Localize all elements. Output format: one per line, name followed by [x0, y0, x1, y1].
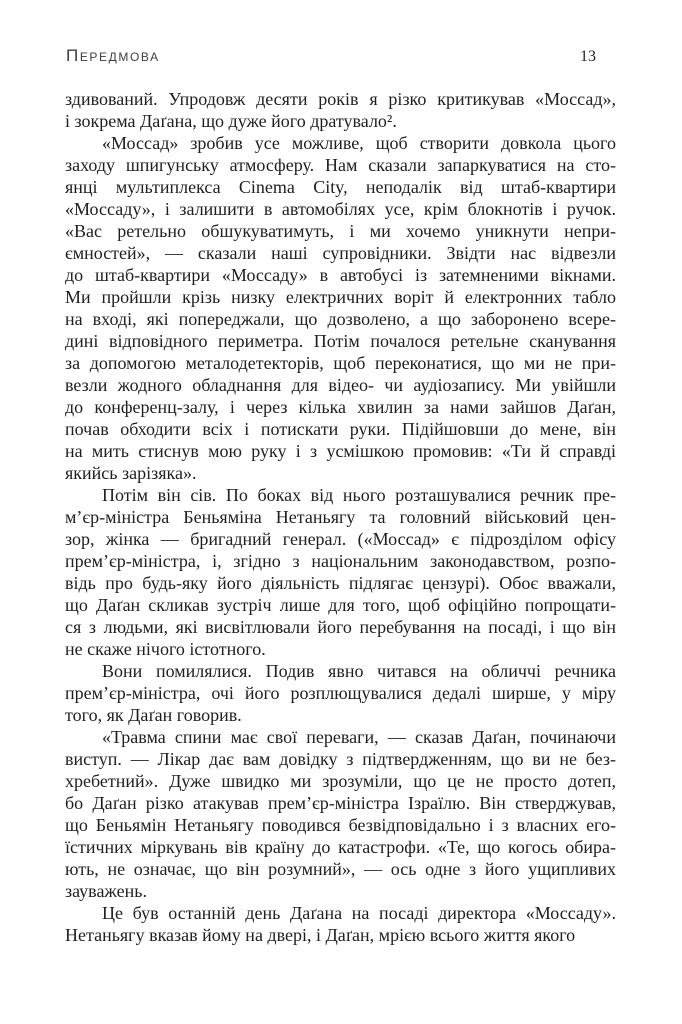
text-line: заходу шпигунську атмосферу. Нам сказали запаркуватися на сто-	[65, 155, 616, 175]
text-line: здивований. Упродовж десяти років я різко критикував «Моссад»,	[65, 89, 616, 109]
text-line: за допомогою металодетекторів, щоб переконатися, що ми не при-	[65, 353, 616, 373]
text-line: Ми пройшли крізь низку електричних воріт й електронних табло	[65, 287, 616, 307]
running-head: Передмова	[66, 46, 160, 65]
text-line: Нетаньягу вказав йому на двері, і Даґан, мрією всього життя якого	[65, 925, 576, 945]
text-line: відь про будь-яку його діяльність підлягає цензурі). Обоє вважали,	[65, 573, 616, 593]
text-line: того, як Даґан говорив.	[65, 705, 242, 725]
page-body	[65, 88, 616, 946]
page-number: 13	[580, 48, 596, 65]
text-line: що Даґан скликав зустріч лише для того, щоб офіційно попрощати-	[65, 595, 616, 615]
page-header	[66, 46, 616, 66]
text-line: зауважень.	[65, 881, 147, 901]
text-line: «Моссаду», і залишити в автомобілях усе, крім блокнотів і ручок.	[65, 199, 616, 219]
text-line: якийсь зарізяка».	[65, 463, 197, 483]
text-line: Це був останній день Даґана на посаді директора «Моссаду».	[102, 903, 616, 923]
text-line: «Вас ретельно обшукуватимуть, і ми хочемо уникнути непри-	[65, 221, 616, 241]
text-line: Потім він сів. По боках від нього розташувалися речник пре-	[102, 485, 616, 505]
text-line: м’єр-міністра Беньяміна Нетаньягу та головний військовий цен-	[65, 507, 616, 527]
text-line: янці мультиплекса Cinema City, неподалік від штаб-квартири	[65, 177, 616, 197]
paragraph	[65, 902, 616, 946]
paragraph	[65, 660, 616, 726]
text-line: і зокрема Даґана, що дуже його дратувало².	[65, 111, 397, 131]
text-line: ся з людьми, які висвітлювали його перебування на посаді, і що він	[65, 617, 616, 637]
text-line: що Беньямін Нетаньягу поводився безвідповідально і з власних его-	[65, 815, 616, 835]
text-line: до конференц-залу, і через кілька хвилин за нами зайшов Даґан,	[65, 397, 616, 417]
text-line: хребетний». Дуже швидко ми зрозуміли, що це не просто дотеп,	[65, 771, 616, 791]
paragraph	[65, 132, 616, 484]
paragraph	[65, 726, 616, 902]
text-line: ють, не означає, що він розумний», — ось одне з його ущипливих	[65, 859, 616, 879]
text-line: на мить стиснув мою руку і з усмішкою промовив: «Ти й справді	[65, 441, 616, 461]
text-line: везли жодного обладнання для відео- чи аудіозапису. Ми увійшли	[65, 375, 616, 395]
text-line: на вході, які попереджали, що дозволено, а що заборонено всере-	[65, 309, 616, 329]
text-line: виступ. — Лікар дає вам довідку з підтвердженням, що ви не без-	[65, 749, 616, 769]
text-line: прем’єр-міністра, очі його розплющувалися дедалі ширше, у міру	[65, 683, 616, 703]
text-line: «Травма спини має свої переваги, — сказав Даґан, починаючи	[102, 727, 616, 747]
text-line: бо Даґан різко атакував прем’єр-міністра Ізраїлю. Він стверджував,	[65, 793, 616, 813]
text-line: дині відповідного периметра. Потім почалося ретельне сканування	[65, 331, 616, 351]
text-line: ємностей», — сказали наші супровідники. Звідти нас відвезли	[65, 243, 616, 263]
text-line: Вони помилялися. Подив явно читався на обличчі речника	[102, 661, 616, 681]
text-line: зор, жінка — бригадний генерал. («Моссад» є підрозділом офісу	[65, 529, 616, 549]
paragraph	[65, 88, 616, 132]
text-line: до штаб-квартири «Моссаду» в автобусі із затемненими вікнами.	[65, 265, 616, 285]
text-line: їстичних міркувань вів країну до катастрофи. «Те, що когось обира-	[65, 837, 616, 857]
paragraph	[65, 484, 616, 660]
text-line: «Моссад» зробив усе можливе, щоб створити довкола цього	[102, 133, 616, 153]
text-line: не скаже нічого істотного.	[65, 639, 266, 659]
text-line: почав обходити всіх і потискати руки. Підійшовши до мене, він	[65, 419, 616, 439]
text-line: прем’єр-міністра, і, згідно з національним законодавством, розпо-	[65, 551, 616, 571]
